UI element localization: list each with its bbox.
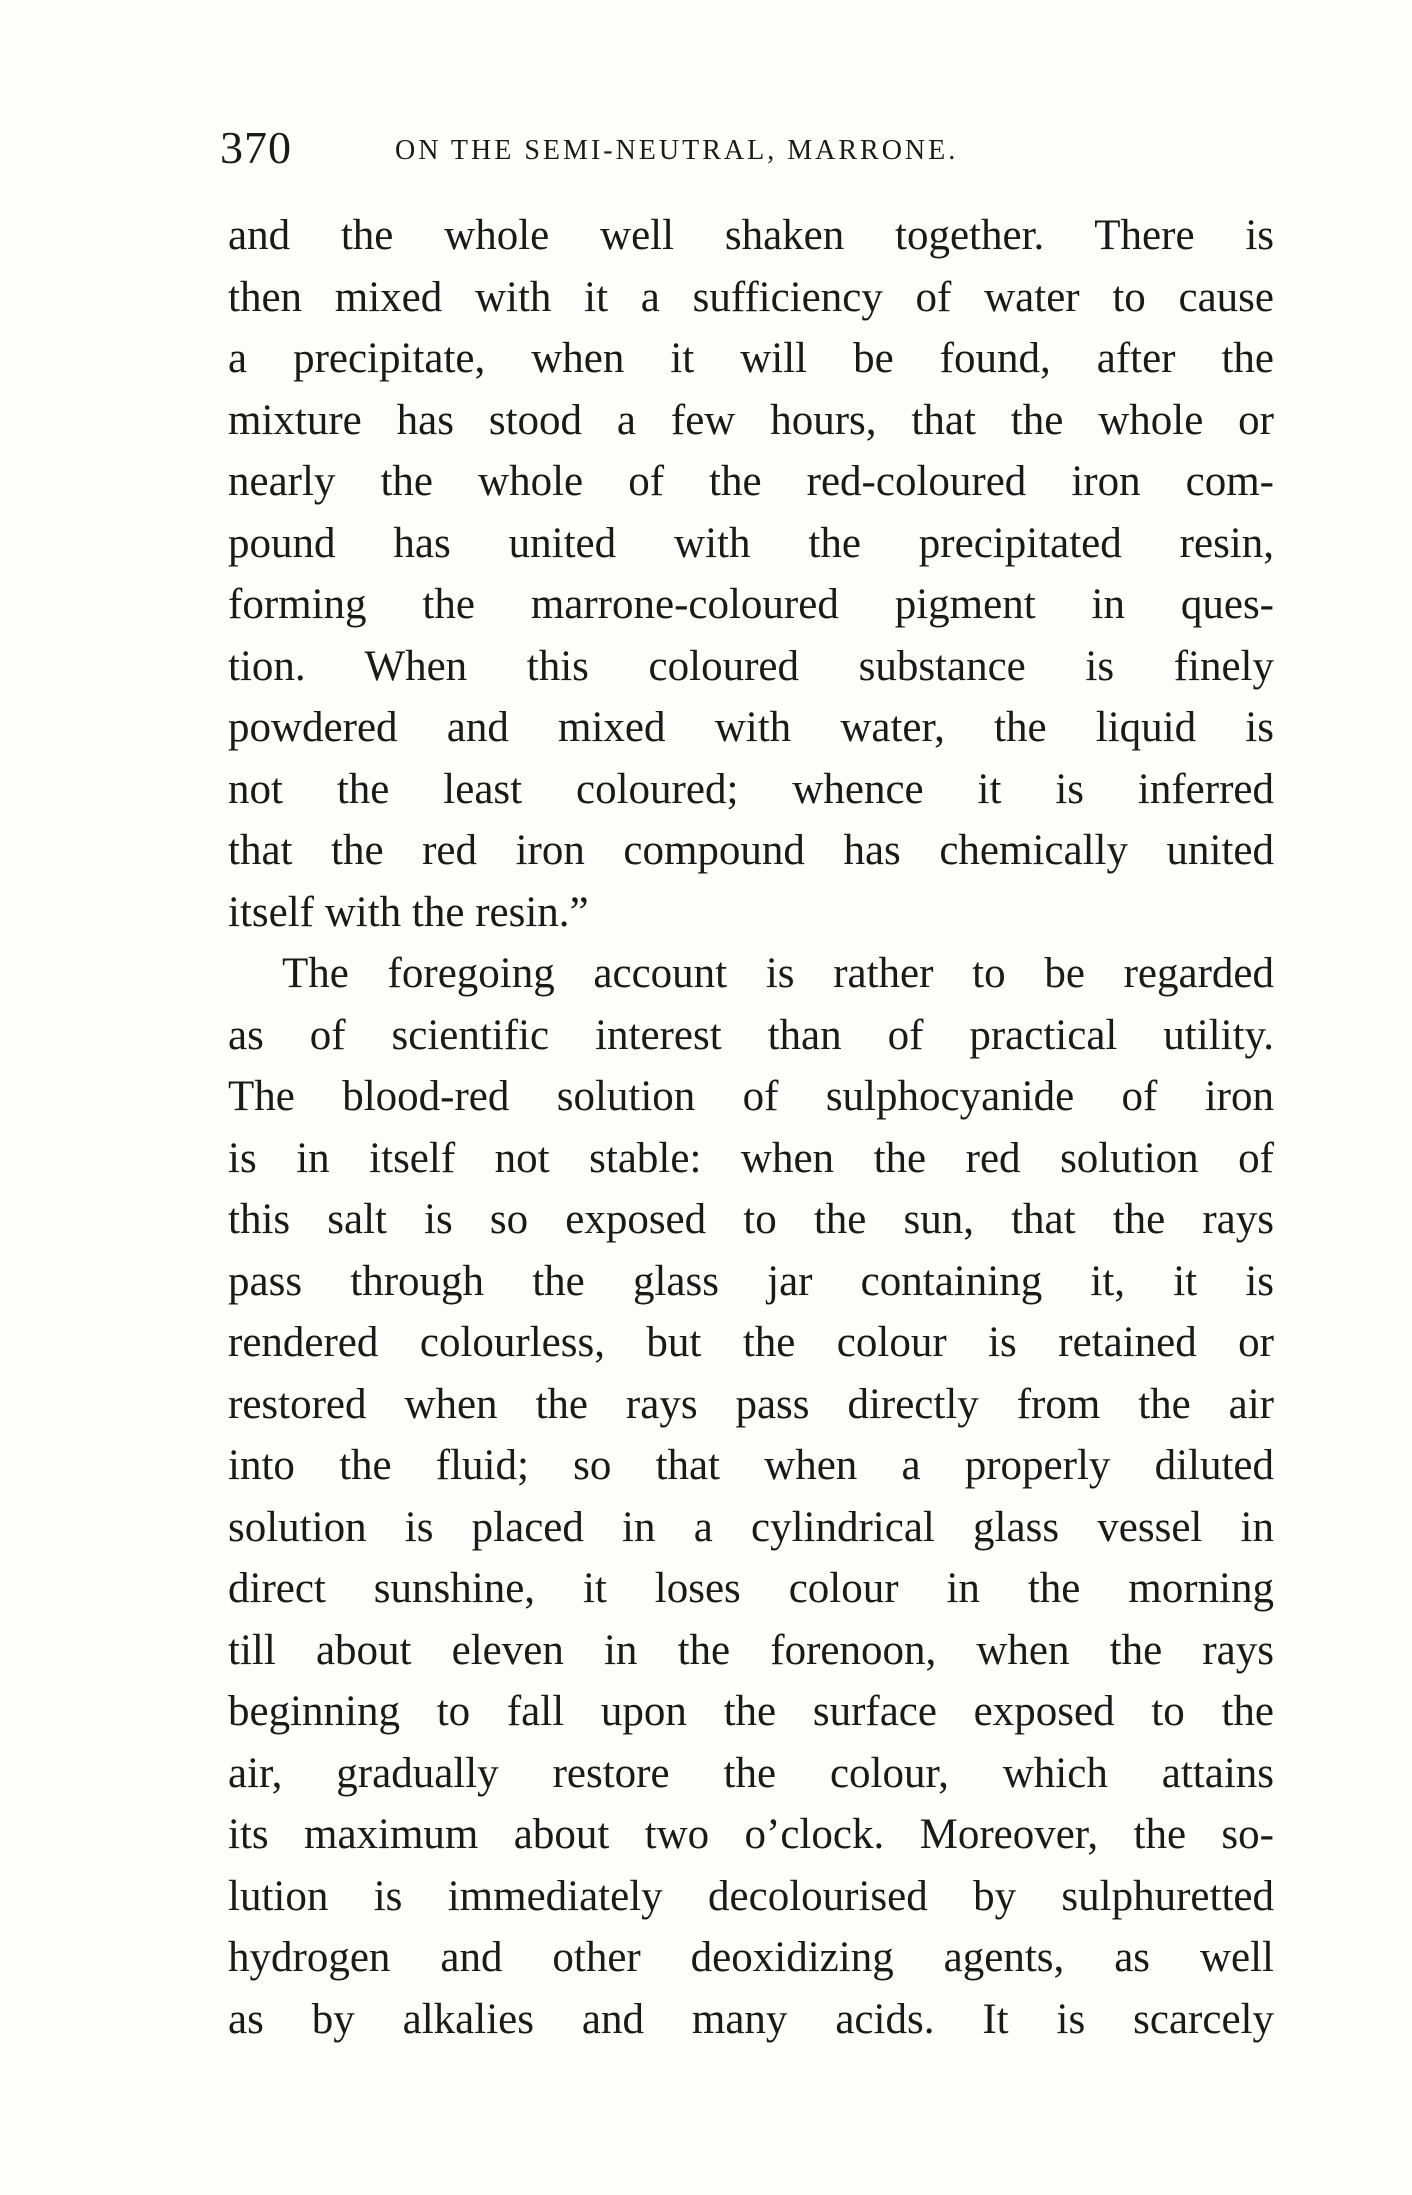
text-line: a precipitate, when it will be found, after the	[228, 335, 1274, 382]
text-line: powdered and mixed with water, the liquid is	[228, 704, 1274, 751]
text-line: into the fluid; so that when a properly diluted	[228, 1442, 1274, 1489]
body-text	[228, 205, 1274, 2050]
text-line: direct sunshine, it loses colour in the morning	[228, 1565, 1274, 1612]
text-line: rendered colourless, but the colour is retained or	[228, 1319, 1274, 1366]
paragraph-start-line: The foregoing account is rather to be regarded	[282, 950, 1274, 997]
page-number: 370	[220, 122, 292, 173]
text-line: that the red iron compound has chemically united	[228, 827, 1274, 874]
text-line: mixture has stood a few hours, that the whole or	[228, 396, 1274, 444]
text-line: restored when the rays pass directly from the air	[228, 1380, 1274, 1428]
text-line: hydrogen and other deoxidizing agents, as well	[228, 1934, 1274, 1981]
running-title: ON THE SEMI-NEUTRAL, MARRONE.	[395, 135, 959, 166]
text-line: The blood-red solution of sulphocyanide of iron	[228, 1073, 1274, 1120]
paragraph-end-line: itself with the resin.”	[228, 888, 589, 936]
text-line: forming the marrone-coloured pigment in ques-	[228, 581, 1274, 628]
text-line: as of scientific interest than of practical utility.	[228, 1011, 1274, 1059]
text-line: pass through the glass jar containing it, it is	[228, 1257, 1274, 1305]
text-line: solution is placed in a cylindrical glass vessel in	[228, 1503, 1274, 1551]
text-line: as by alkalies and many acids. It is scarcely	[228, 1995, 1274, 2043]
text-line: then mixed with it a sufficiency of water to cause	[228, 273, 1274, 321]
text-line: nearly the whole of the red-coloured iron com-	[228, 458, 1274, 505]
text-line: and the whole well shaken together. There is	[228, 212, 1274, 259]
text-line: this salt is so exposed to the sun, that the rays	[228, 1196, 1274, 1243]
text-line: till about eleven in the forenoon, when the rays	[228, 1626, 1274, 1674]
text-line: beginning to fall upon the surface exposed to the	[228, 1688, 1274, 1735]
text-line: tion. When this coloured substance is finely	[228, 642, 1274, 690]
text-line: not the least coloured; whence it is inferred	[228, 765, 1274, 813]
running-head	[220, 118, 1280, 178]
text-line: its maximum about two o’clock. Moreover, the so-	[228, 1811, 1274, 1858]
text-line: is in itself not stable: when the red solution of	[228, 1134, 1274, 1182]
text-line: pound has united with the precipitated resin,	[228, 519, 1274, 567]
text-line: lution is immediately decolourised by sulphuretted	[228, 1872, 1274, 1920]
text-line: air, gradually restore the colour, which attains	[228, 1749, 1274, 1797]
